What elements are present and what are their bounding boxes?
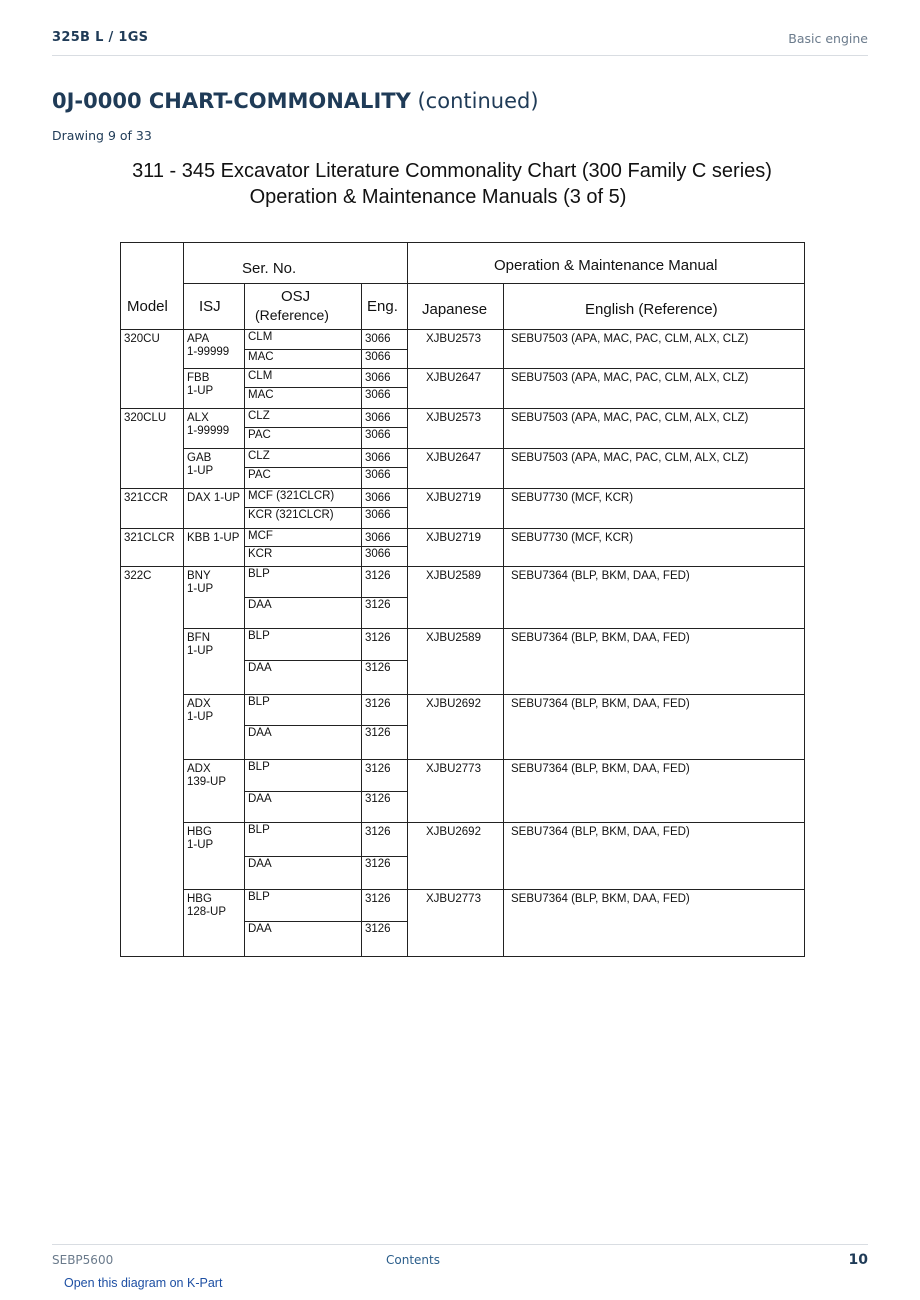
row-divider bbox=[183, 759, 804, 760]
header-divider bbox=[52, 55, 868, 56]
row-english: SEBU7503 (APA, MAC, PAC, CLM, ALX, CLZ) bbox=[511, 372, 749, 384]
page-number: 10 bbox=[848, 1252, 868, 1268]
cell-split bbox=[244, 427, 407, 428]
row-isj: KBB 1-UP bbox=[187, 532, 240, 544]
row-osj: CLZ bbox=[248, 410, 270, 422]
row-english: SEBU7503 (APA, MAC, PAC, CLM, ALX, CLZ) bbox=[511, 412, 749, 424]
row-divider bbox=[120, 528, 804, 529]
row-english: SEBU7364 (BLP, BKM, DAA, FED) bbox=[511, 826, 690, 838]
row-osj: BLP bbox=[248, 696, 270, 708]
row-eng: 3066 bbox=[365, 372, 391, 384]
row-isj: 1-UP bbox=[187, 645, 214, 657]
sheet-title-line2: Operation & Maintenance Manuals (3 of 5) bbox=[249, 186, 627, 208]
row-osj: PAC bbox=[248, 429, 271, 441]
row-model: 320CLU bbox=[124, 412, 167, 424]
row-divider bbox=[120, 488, 804, 489]
header-japanese: Japanese bbox=[422, 301, 488, 318]
header-osj-reference: (Reference) bbox=[255, 307, 329, 323]
row-osj: DAA bbox=[248, 858, 272, 870]
column-divider-japanese bbox=[407, 242, 408, 957]
row-isj: ADX bbox=[187, 698, 211, 710]
header-divider-upper bbox=[183, 283, 804, 284]
page-title-main: 0J-0000 CHART-COMMONALITY bbox=[52, 89, 411, 113]
row-english: SEBU7364 (BLP, BKM, DAA, FED) bbox=[511, 763, 690, 775]
page-title bbox=[52, 89, 539, 113]
row-model: 320CU bbox=[124, 333, 160, 345]
row-divider bbox=[183, 889, 804, 890]
column-divider-isj bbox=[183, 242, 184, 957]
cell-split bbox=[244, 725, 407, 726]
row-eng: 3066 bbox=[365, 333, 391, 345]
cell-split bbox=[244, 467, 407, 468]
cell-split bbox=[244, 791, 407, 792]
row-eng: 3126 bbox=[365, 826, 391, 838]
row-eng: 3066 bbox=[365, 509, 391, 521]
row-osj: DAA bbox=[248, 662, 272, 674]
row-isj: HBG bbox=[187, 893, 212, 905]
row-eng: 3126 bbox=[365, 893, 391, 905]
cell-split bbox=[244, 597, 407, 598]
row-eng: 3066 bbox=[365, 532, 391, 544]
commonality-table bbox=[120, 242, 804, 957]
row-isj: FBB bbox=[187, 372, 210, 384]
document-id: SEBP5600 bbox=[52, 1253, 114, 1267]
row-isj: BFN bbox=[187, 632, 210, 644]
row-divider bbox=[183, 448, 804, 449]
row-model: 321CCR bbox=[124, 492, 169, 504]
row-japanese: XJBU2692 bbox=[426, 826, 481, 838]
row-english: SEBU7503 (APA, MAC, PAC, CLM, ALX, CLZ) bbox=[511, 333, 749, 345]
row-isj: 1-UP bbox=[187, 839, 214, 851]
row-divider bbox=[183, 628, 804, 629]
header-eng: Eng. bbox=[367, 298, 398, 315]
cell-split bbox=[244, 387, 407, 388]
row-eng: 3126 bbox=[365, 599, 391, 611]
row-japanese: XJBU2589 bbox=[426, 632, 481, 644]
row-osj: DAA bbox=[248, 793, 272, 805]
row-osj: DAA bbox=[248, 923, 272, 935]
cell-split bbox=[244, 856, 407, 857]
row-eng: 3126 bbox=[365, 793, 391, 805]
header-english: English (Reference) bbox=[585, 301, 718, 318]
row-isj: ADX bbox=[187, 763, 211, 775]
row-osj: BLP bbox=[248, 891, 270, 903]
row-japanese: XJBU2647 bbox=[426, 452, 481, 464]
kpart-link[interactable]: Open this diagram on K-Part bbox=[64, 1276, 223, 1290]
row-isj: 1-UP bbox=[187, 583, 214, 595]
row-eng: 3126 bbox=[365, 763, 391, 775]
row-divider bbox=[120, 566, 804, 567]
section-label: Basic engine bbox=[788, 31, 868, 46]
row-isj: 139-UP bbox=[187, 776, 226, 788]
row-eng: 3126 bbox=[365, 698, 391, 710]
table-border-bottom bbox=[120, 956, 805, 957]
row-eng: 3066 bbox=[365, 452, 391, 464]
cell-split bbox=[244, 921, 407, 922]
row-isj: 1-UP bbox=[187, 385, 214, 397]
row-english: SEBU7730 (MCF, KCR) bbox=[511, 492, 634, 504]
row-isj: GAB bbox=[187, 452, 212, 464]
header-divider-lower bbox=[120, 329, 804, 330]
row-osj: BLP bbox=[248, 761, 270, 773]
drawing-counter: Drawing 9 of 33 bbox=[52, 128, 152, 143]
header-isj: ISJ bbox=[199, 298, 221, 315]
cell-split bbox=[244, 507, 407, 508]
row-eng: 3066 bbox=[365, 351, 391, 363]
row-eng: 3066 bbox=[365, 492, 391, 504]
row-english: SEBU7364 (BLP, BKM, DAA, FED) bbox=[511, 893, 690, 905]
row-japanese: XJBU2589 bbox=[426, 570, 481, 582]
cell-split bbox=[244, 349, 407, 350]
breadcrumb: 325B L / 1GS bbox=[52, 30, 149, 45]
row-isj: 1-99999 bbox=[187, 346, 230, 358]
page-title-suffix: (continued) bbox=[417, 89, 539, 113]
row-japanese: XJBU2647 bbox=[426, 372, 481, 384]
row-japanese: XJBU2719 bbox=[426, 492, 481, 504]
header-om-manual: Operation & Maintenance Manual bbox=[494, 257, 718, 274]
row-eng: 3066 bbox=[365, 548, 391, 560]
row-english: SEBU7730 (MCF, KCR) bbox=[511, 532, 634, 544]
row-osj: DAA bbox=[248, 727, 272, 739]
row-eng: 3066 bbox=[365, 429, 391, 441]
row-isj: DAX 1-UP bbox=[187, 492, 241, 504]
cell-split bbox=[244, 660, 407, 661]
row-osj: CLZ bbox=[248, 450, 270, 462]
footer-divider bbox=[52, 1244, 868, 1245]
row-divider bbox=[183, 822, 804, 823]
row-eng: 3126 bbox=[365, 727, 391, 739]
row-eng: 3126 bbox=[365, 570, 391, 582]
sheet-title-line1: 311 - 345 Excavator Literature Commonality Chart (300 Family C series) bbox=[132, 160, 772, 182]
row-isj: ALX bbox=[187, 412, 209, 424]
row-english: SEBU7364 (BLP, BKM, DAA, FED) bbox=[511, 570, 690, 582]
row-japanese: XJBU2719 bbox=[426, 532, 481, 544]
row-english: SEBU7503 (APA, MAC, PAC, CLM, ALX, CLZ) bbox=[511, 452, 749, 464]
row-osj: MAC bbox=[248, 389, 274, 401]
row-isj: BNY bbox=[187, 570, 211, 582]
row-model: 322C bbox=[124, 570, 152, 582]
row-osj: KCR bbox=[248, 548, 273, 560]
row-japanese: XJBU2573 bbox=[426, 412, 481, 424]
row-japanese: XJBU2692 bbox=[426, 698, 481, 710]
row-osj: MCF bbox=[248, 530, 273, 542]
row-osj: DAA bbox=[248, 599, 272, 611]
row-eng: 3126 bbox=[365, 858, 391, 870]
row-osj: BLP bbox=[248, 630, 270, 642]
header-model: Model bbox=[127, 298, 168, 315]
row-eng: 3126 bbox=[365, 662, 391, 674]
row-osj: MCF (321CLCR) bbox=[248, 490, 335, 502]
row-osj: CLM bbox=[248, 331, 273, 343]
row-osj: PAC bbox=[248, 469, 271, 481]
contents-link[interactable]: Contents bbox=[386, 1253, 440, 1267]
row-eng: 3066 bbox=[365, 412, 391, 424]
row-isj: 128-UP bbox=[187, 906, 226, 918]
row-model: 321CLCR bbox=[124, 532, 175, 544]
row-japanese: XJBU2773 bbox=[426, 763, 481, 775]
row-eng: 3066 bbox=[365, 469, 391, 481]
row-isj: 1-UP bbox=[187, 711, 214, 723]
row-isj: 1-UP bbox=[187, 465, 214, 477]
row-eng: 3066 bbox=[365, 389, 391, 401]
row-eng: 3126 bbox=[365, 632, 391, 644]
table-border-right bbox=[804, 242, 805, 957]
row-english: SEBU7364 (BLP, BKM, DAA, FED) bbox=[511, 698, 690, 710]
row-osj: BLP bbox=[248, 568, 270, 580]
header-osj: OSJ bbox=[281, 288, 311, 305]
row-isj: APA bbox=[187, 333, 210, 345]
row-osj: KCR (321CLCR) bbox=[248, 509, 334, 521]
row-isj: 1-99999 bbox=[187, 425, 230, 437]
header-ser-no: Ser. No. bbox=[242, 260, 297, 277]
row-osj: BLP bbox=[248, 824, 270, 836]
row-divider bbox=[183, 368, 804, 369]
row-eng: 3126 bbox=[365, 923, 391, 935]
row-divider bbox=[183, 694, 804, 695]
row-english: SEBU7364 (BLP, BKM, DAA, FED) bbox=[511, 632, 690, 644]
row-osj: MAC bbox=[248, 351, 274, 363]
table-border-top bbox=[120, 242, 805, 243]
column-divider-english bbox=[503, 283, 504, 957]
row-isj: HBG bbox=[187, 826, 212, 838]
table-border-left bbox=[120, 242, 121, 957]
row-japanese: XJBU2773 bbox=[426, 893, 481, 905]
row-divider bbox=[120, 408, 804, 409]
row-osj: CLM bbox=[248, 370, 273, 382]
row-japanese: XJBU2573 bbox=[426, 333, 481, 345]
cell-split bbox=[244, 546, 407, 547]
